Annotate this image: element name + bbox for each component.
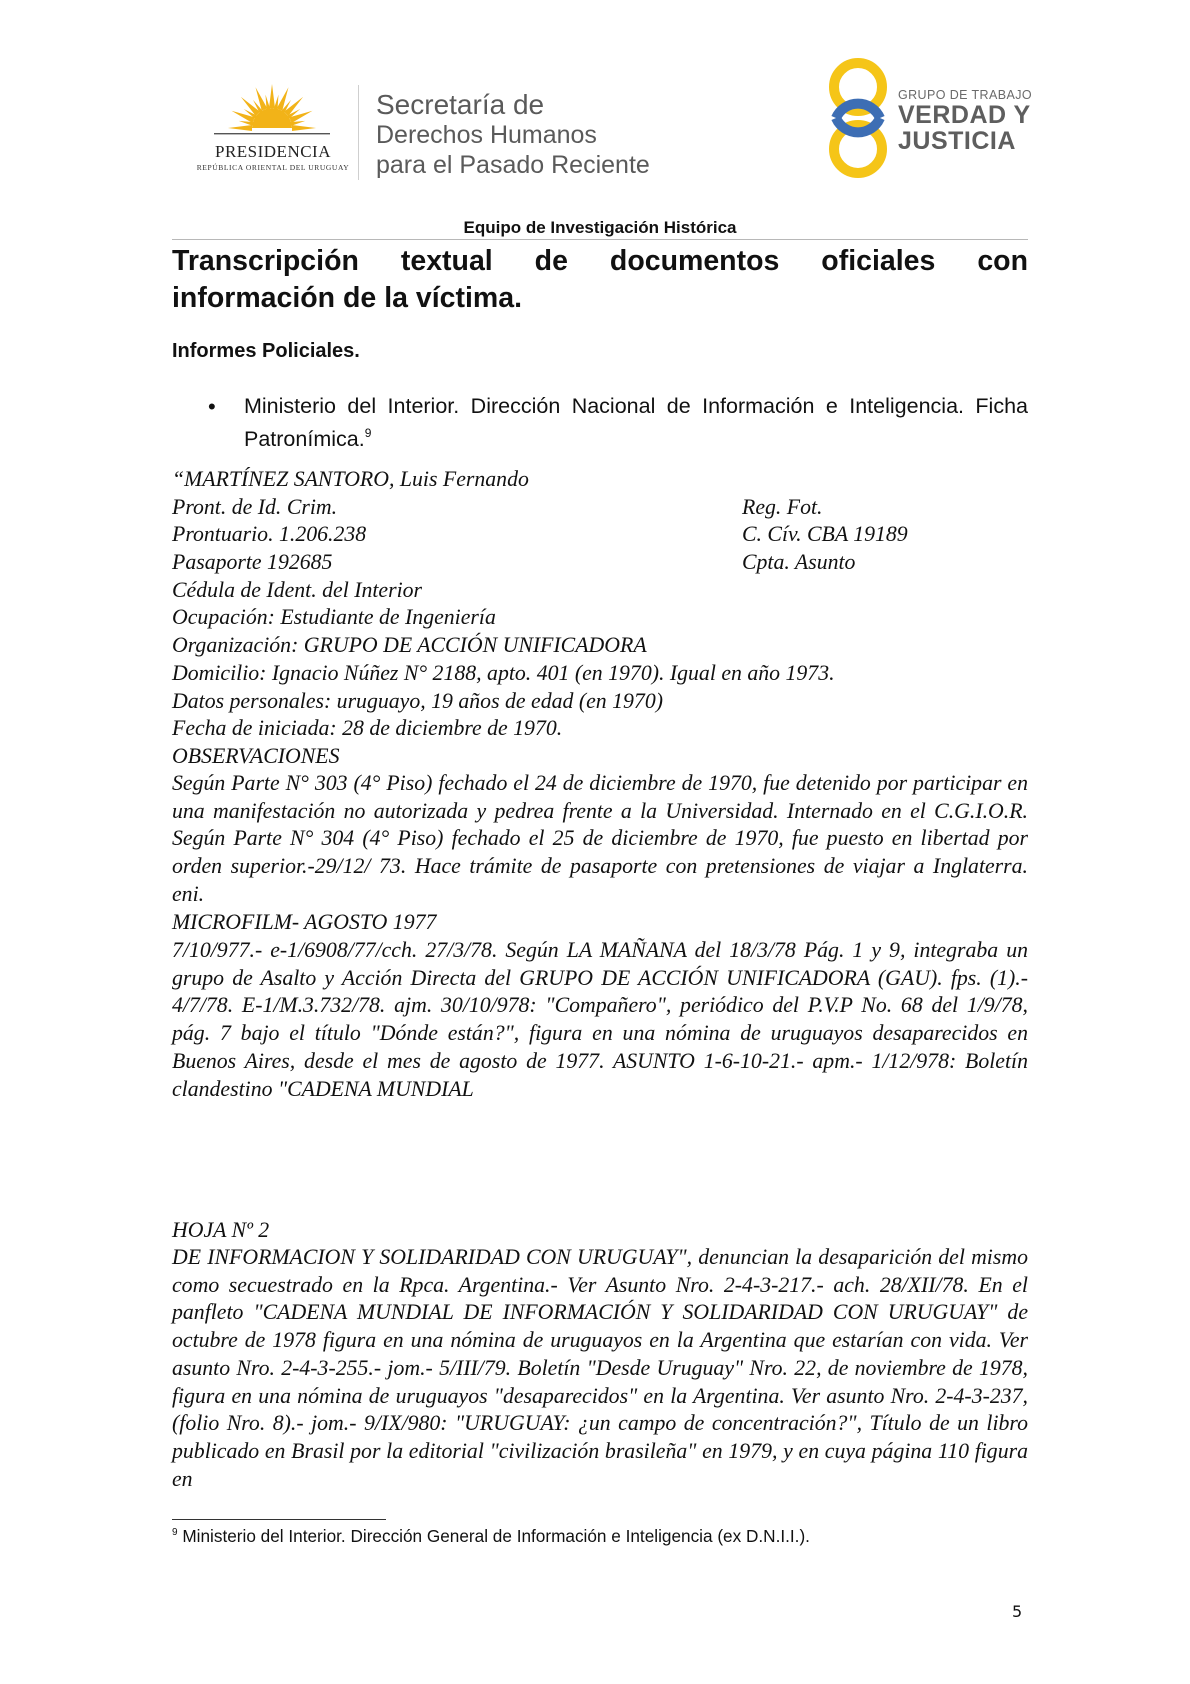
header-divider xyxy=(358,85,359,180)
gtvj-line-2: JUSTICIA xyxy=(898,127,1016,155)
record-field-row xyxy=(172,604,1028,632)
bullet-text: Ministerio del Interior. Dirección Nacional de Información e Inteligencia. Ficha Patronímica. xyxy=(244,394,1028,451)
document-title: Transcripción textual de documentos oficiales con información de la víctima. xyxy=(172,245,1028,314)
record-field-row xyxy=(172,549,1028,577)
record-field-left: Cédula de Ident. del Interior xyxy=(172,577,423,602)
observaciones-paragraph: Según Parte N° 303 (4° Piso) fechado el 24 de diciembre de 1970, fue detenido por participar en una manifestación no autorizada y pedrea frente a la Universidad. Internado en el C.G.I.O.R. Según Parte N° 304 (4° Piso) fechado el 25 de diciembre de 1970, fue puesto en libertad por orden superior.-29/12/ 73. Hace trámite de pasaporte con pretensiones de viajar a Inglaterra. eni. xyxy=(172,771,1028,906)
footnote-number: 9 xyxy=(172,1527,178,1538)
secretaria-line-2: Derechos Humanos xyxy=(376,121,597,149)
hoja-paragraph: DE INFORMACION Y SOLIDARIDAD CON URUGUAY", denuncian la desaparición del mismo como secuestrado en la Rpca. Argentina.- Ver Asunto Nro. 2-4-3-217.- ach. 28/XII/78. En el panfleto "CADENA MUNDIAL DE INFORMACIÓN Y SOLIDARIDAD CON URUGUAY" de octubre de 1978 figura en una nómina de uruguayos en la Argentina que estarían con vida. Ver asunto Nro. 2-4-3-255.- jom.- 5/III/79. Boletín "Desde Uruguay" Nro. 22, de noviembre de 1978, figura en una nómina de uruguayos "desaparecidos" en la Argentina. Ver asunto Nro. 2-4-3-237, (folio Nro. 8).- jom.- 9/IX/980: "URUGUAY: ¿un campo de concentración?", Título de un libro publicado en Brasil por la editorial "civilización brasileña" en 1979, y en cuya página 110 figura en xyxy=(172,1245,1028,1491)
record-field-row xyxy=(172,632,1028,660)
footnote-reference: 9 xyxy=(364,426,372,440)
bullet-marker: • xyxy=(208,394,216,419)
presidencia-subtitle: REPÚBLICA ORIENTAL DEL URUGUAY xyxy=(196,163,350,172)
verdad-justicia-wordmark xyxy=(898,88,1032,154)
record-field-row xyxy=(172,743,1028,771)
record-field-row xyxy=(172,521,1028,549)
record-field-left: Pront. de Id. Crim. xyxy=(172,494,338,519)
record-field-right: Cpta. Asunto xyxy=(742,550,856,575)
record-fields xyxy=(172,466,1028,771)
record-field-row xyxy=(172,660,1028,688)
hoja-heading: HOJA Nº 2 xyxy=(172,1218,270,1242)
record-field-row xyxy=(172,577,1028,605)
record-field-left: Datos personales: uruguayo, 19 años de edad (en 1970) xyxy=(172,688,663,713)
gtvj-small-text: GRUPO DE TRABAJO xyxy=(898,88,1032,102)
secretaria-line-3: para el Pasado Reciente xyxy=(376,151,650,179)
page-number: 5 xyxy=(1012,1602,1023,1621)
record-field-left: Ocupación: Estudiante de Ingeniería xyxy=(172,605,496,630)
gtvj-line-1: VERDAD Y xyxy=(898,101,1031,129)
record-field-left: Prontuario. 1.206.238 xyxy=(172,522,367,547)
record-field-right: C. Cív. CBA 19189 xyxy=(742,522,908,547)
microfilm-heading: MICROFILM- AGOSTO 1977 xyxy=(172,910,437,934)
record-field-row xyxy=(172,688,1028,716)
section-heading: Informes Policiales. xyxy=(172,340,360,362)
record-field-left: Organización: GRUPO DE ACCIÓN UNIFICADORA xyxy=(172,633,647,658)
secretaria-line-1: Secretaría de xyxy=(376,89,545,120)
record-field-row xyxy=(172,715,1028,743)
record-field-row xyxy=(172,466,1028,494)
microfilm-paragraph: 7/10/977.- e-1/6908/77/cch. 27/3/78. Según LA MAÑANA del 18/3/78 Pág. 1 y 9, integraba un grupo de Asalto y Acción Directa del GRUPO DE ACCIÓN UNIFICADORA (GAU). fps. (1).- 4/7/78. E-1/M.3.732/78. ajm. 30/10/978: "Compañero", periódico del P.V.P No. 68 del 1/9/78, pág. 7 bajo el título "Dónde están?", figura en una nómina de uruguayos desaparecidos en Buenos Aires, desde el mes de agosto de 1977. ASUNTO 1-6-10-21.- apm.- 1/12/978: Boletín clandestino "CADENA MUNDIAL xyxy=(172,938,1028,1101)
record-field-left: Domicilio: Ignacio Núñez N° 2188, apto. 401 (en 1970). Igual en año 1973. xyxy=(172,660,835,685)
record-field-left: Pasaporte 192685 xyxy=(172,550,333,575)
presidencia-wordmark: PRESIDENCIA xyxy=(214,142,331,161)
footnote xyxy=(172,1526,810,1547)
bullet-item xyxy=(244,393,1028,453)
record-field-left: Fecha de iniciada: 28 de diciembre de 1970. xyxy=(172,716,563,741)
record-field-left: “MARTÍNEZ SANTORO, Luis Fernando xyxy=(172,467,529,491)
record-field-left: OBSERVACIONES xyxy=(172,743,340,768)
team-header: Equipo de Investigación Histórica xyxy=(463,218,737,237)
footnote-rule xyxy=(172,1519,386,1520)
header-rule xyxy=(172,239,1028,240)
secretaria-wordmark xyxy=(376,90,650,180)
record-field-right: Reg. Fot. xyxy=(742,494,823,519)
record-field-row xyxy=(172,494,1028,522)
verdad-justicia-rings-logo xyxy=(820,55,896,181)
footnote-text: Ministerio del Interior. Dirección General de Información e Inteligencia (ex D.N.I.I.). xyxy=(182,1526,810,1546)
